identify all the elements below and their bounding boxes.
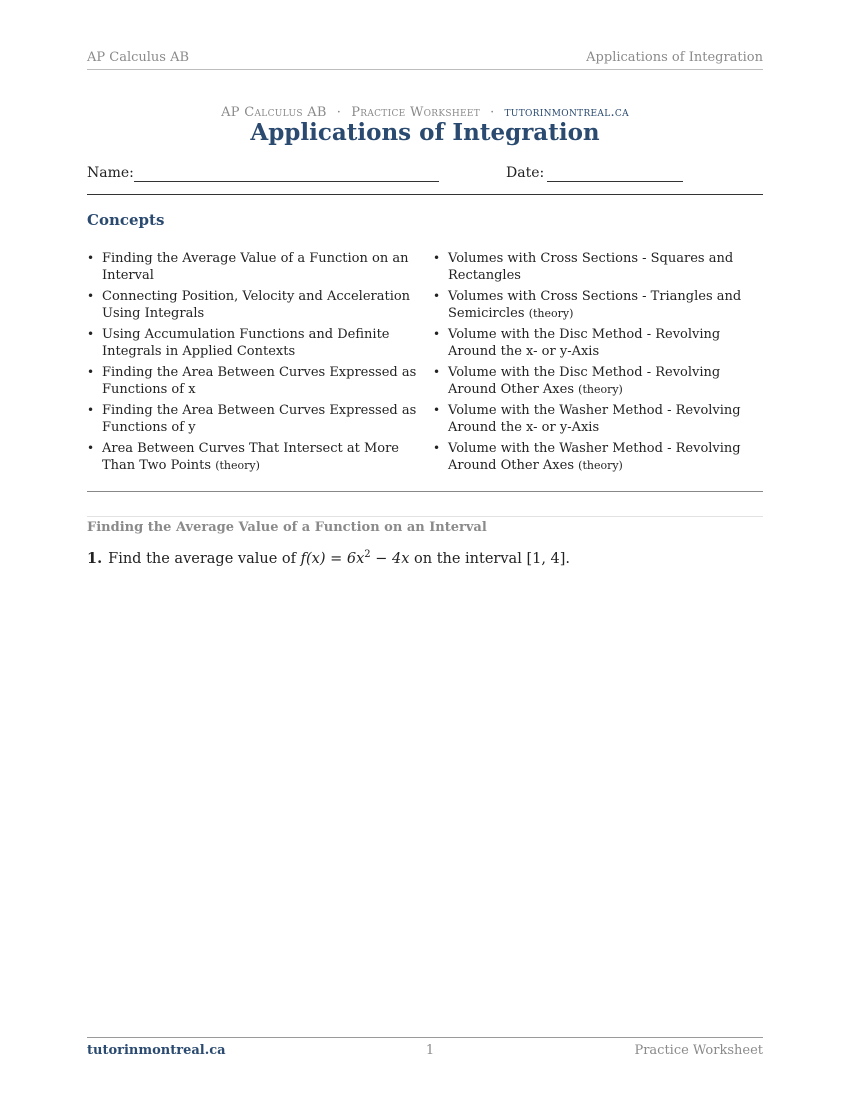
bullet-icon: • [433, 289, 441, 303]
theory-tag: (theory) [578, 383, 623, 396]
exponent: 2 [364, 549, 371, 560]
function-rest: − 4x [370, 550, 410, 567]
concept-text: Using Accumulation Functions and Definite Integrals in Applied Contexts [102, 327, 390, 359]
kicker-separator: · [490, 105, 495, 120]
worksheet-kicker [87, 105, 763, 120]
bullet-icon: • [87, 441, 95, 455]
concepts-heading: Concepts [87, 211, 165, 229]
concept-item [87, 288, 417, 322]
concept-item [87, 250, 417, 284]
problem-number: 1. [87, 549, 103, 567]
concept-text: Volumes with Cross Sections - Triangles and Semicircles [448, 289, 742, 321]
name-date-row [87, 165, 763, 187]
section-divider [87, 516, 763, 517]
kicker-kind: Practice Worksheet [351, 105, 481, 120]
bullet-icon: • [433, 403, 441, 417]
concepts-divider [87, 491, 763, 492]
concepts-left-column [87, 250, 417, 478]
concept-item [433, 326, 763, 360]
concept-item [433, 250, 763, 284]
problem-tail: on the interval [1, 4]. [414, 550, 571, 567]
footer-site: tutorinmontreal.ca [87, 1043, 226, 1058]
function-expression: (x) = 6x [305, 550, 365, 567]
section-heading: Finding the Average Value of a Function on an Interval [87, 520, 487, 535]
concept-item [433, 440, 763, 474]
concept-item [433, 364, 763, 398]
concepts-right-column [433, 250, 763, 478]
concept-item [87, 440, 417, 474]
kicker-site: tutorinmontreal.ca [504, 105, 629, 120]
running-footer [87, 1037, 763, 1063]
kicker-separator: · [336, 105, 342, 120]
concept-item [87, 402, 417, 436]
page-number: 1 [425, 1043, 435, 1058]
theory-tag: (theory) [528, 307, 574, 320]
concept-text: Connecting Position, Velocity and Acceleration Using Integrals [102, 289, 411, 321]
concept-list [433, 250, 763, 474]
page-title: Applications of Integration [250, 119, 600, 146]
name-label: Name: [87, 165, 134, 181]
concept-text: Volume with the Washer Method - Revolving Around Other Axes [448, 441, 741, 473]
function-name: f [300, 550, 306, 567]
bullet-icon: • [87, 289, 95, 303]
theory-tag: (theory) [578, 459, 623, 472]
concept-text: Volume with the Disc Method - Revolving Around the x- or y-Axis [448, 327, 721, 359]
concept-item [87, 326, 417, 360]
header-course: AP Calculus AB [87, 50, 190, 65]
problem-lead: Find the average value of [108, 550, 296, 567]
bullet-icon: • [433, 365, 441, 379]
concept-item [433, 402, 763, 436]
bullet-icon: • [433, 327, 441, 341]
bullet-icon: • [87, 327, 95, 341]
bullet-icon: • [87, 365, 95, 379]
date-label: Date: [506, 165, 545, 181]
concept-text: Finding the Area Between Curves Expressed as Functions of y [102, 403, 417, 435]
concept-text: Volume with the Disc Method - Revolving Around Other Axes [448, 365, 721, 397]
header-topic: Applications of Integration [586, 50, 763, 65]
concept-item [87, 364, 417, 398]
concept-text: Volumes with Cross Sections - Squares and Rectangles [448, 251, 734, 283]
concept-text: Volume with the Washer Method - Revolving Around the x- or y-Axis [448, 403, 741, 435]
bullet-icon: • [87, 403, 95, 417]
bullet-icon: • [433, 441, 441, 455]
problem-1 [87, 549, 763, 567]
kicker-course: AP Calculus AB [221, 105, 327, 120]
concept-text: Finding the Area Between Curves Expressed as Functions of x [102, 365, 417, 397]
concept-list [87, 250, 417, 474]
concept-text: Area Between Curves That Intersect at More Than Two Points [102, 441, 399, 473]
date-field[interactable] [547, 181, 683, 182]
concept-item [433, 288, 763, 322]
concept-text: Finding the Average Value of a Function on an Interval [102, 251, 409, 283]
name-field[interactable] [134, 181, 439, 182]
bullet-icon: • [87, 251, 95, 265]
header-divider [87, 194, 763, 195]
bullet-icon: • [433, 251, 441, 265]
running-header [87, 50, 763, 70]
theory-tag: (theory) [215, 459, 260, 472]
footer-kind: Practice Worksheet [634, 1043, 763, 1058]
